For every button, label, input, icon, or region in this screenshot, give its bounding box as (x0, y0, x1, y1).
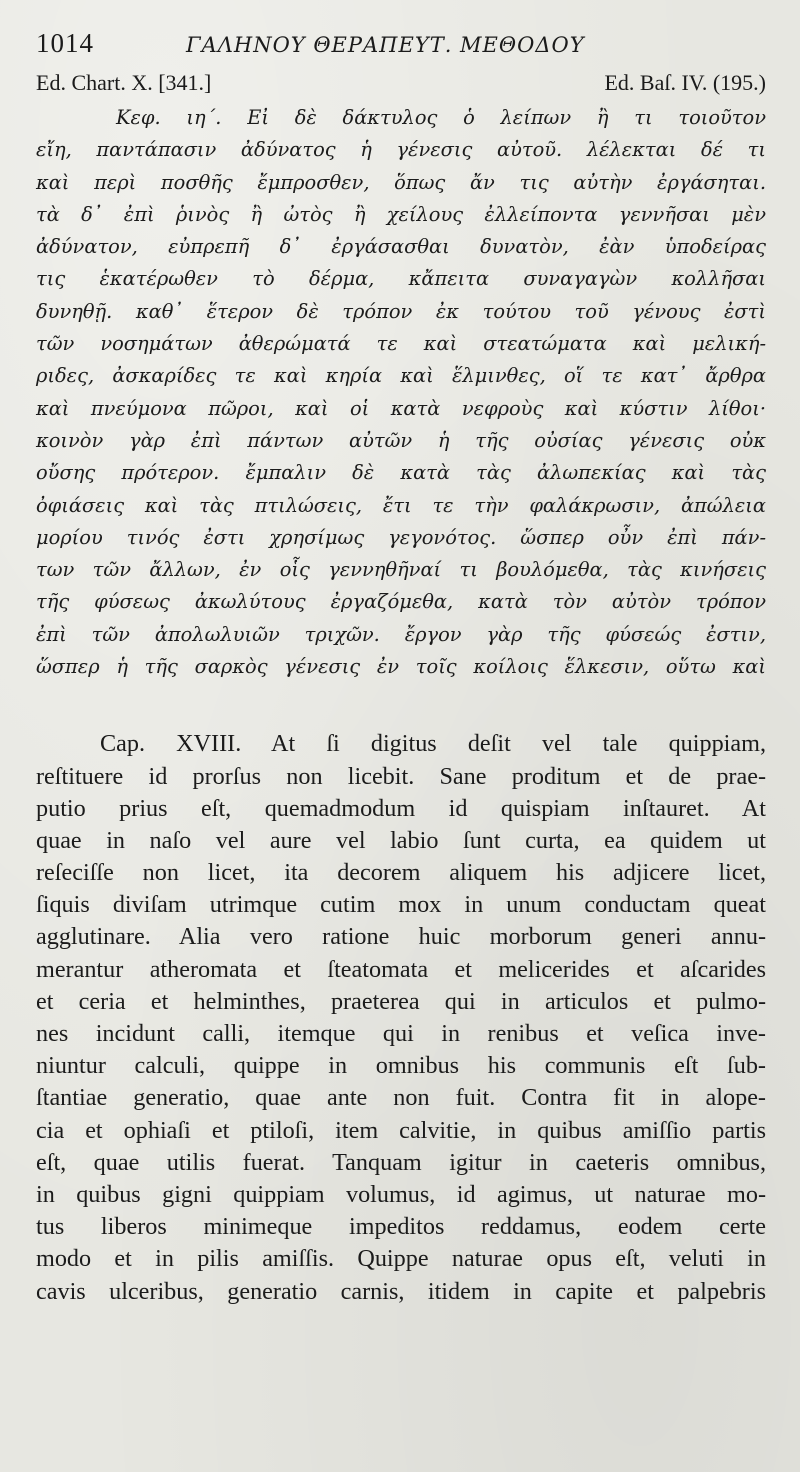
greek-line: ἐπὶ τῶν ἀπολωλυιῶν τριχῶν. ἔργον γὰρ τῆς φύσεώς ἐστιν, (36, 622, 766, 646)
edition-references (36, 70, 766, 100)
latin-line: agglutinare. Alia vero ratione huic morborum generi annu- (36, 923, 766, 951)
greek-line: εἴη, παντάπασιν ἀδύνατος ἡ γένεσις αὐτοῦ. λέλεκται δέ τι (36, 138, 766, 162)
edition-right: Ed. Baſ. IV. (195.) (604, 70, 766, 95)
latin-line: nes incidunt calli, itemque qui in renibus et veſica inve- (36, 1020, 766, 1048)
greek-line: Κεφ. ιη΄. Εἰ δὲ δάκτυλος ὁ λείπων ἢ τι τοιοῦτον (116, 106, 766, 129)
greek-text (36, 102, 766, 683)
latin-line: reſtituere id prorſus non licebit. Sane proditum et de prae- (36, 762, 766, 790)
greek-line: ριδες, ἀσκαρίδες τε καὶ κηρία καὶ ἕλμινθες, οἵ τε κατ᾽ ἄρθρα (36, 364, 766, 388)
greek-line: καὶ πνεύμονα πῶροι, καὶ οἱ κατὰ νεφροὺς καὶ κύστιν λίθοι· (36, 396, 766, 420)
greek-line: τῆς φύσεως ἀκωλύτους ἐργαζόμεθα, κατὰ τὸν αὐτὸν τρόπον (36, 590, 766, 614)
running-head (36, 28, 766, 68)
latin-line: cavis ulceribus, generatio carnis, itidem in capite et palpebris (36, 1277, 766, 1305)
greek-line: τις ἑκατέρωθεν τὸ δέρμα, κἄπειτα συναγαγὼν κολλῆσαι (36, 267, 766, 291)
latin-line: niuntur calculi, quippe in omnibus his communis eſt ſub- (36, 1052, 766, 1080)
latin-line: tus liberos minimeque impeditos reddamus, eodem certe (36, 1213, 766, 1241)
latin-line: ſiquis diviſam utrimque cutim mox in unum conductam queat (36, 891, 766, 919)
greek-line: ἀδύνατον, εὐπρεπῆ δ᾽ ἐργάσασθαι δυνατὸν, ἐὰν ὑποδείρας (36, 235, 766, 259)
latin-line: quae in naſo vel aure vel labio ſunt curta, ea quidem ut (36, 826, 766, 854)
latin-line: reſeciſſe non licet, ita decorem aliquem his adjicere licet, (36, 859, 766, 887)
latin-line: putio prius eſt, quemadmodum id quispiam inſtauret. At (36, 794, 766, 822)
latin-line: et ceria et helminthes, praeterea qui in articulos et pulmo- (36, 987, 766, 1015)
greek-line: ὀφιάσεις καὶ τὰς πτιλώσεις, ἔτι τε τὴν φαλάκρωσιν, ἀπώλεια (36, 493, 766, 517)
latin-line: ſtantiae generatio, quae ante non fuit. Contra fit in alope- (36, 1084, 766, 1112)
greek-line: τὰ δ᾽ ἐπὶ ῥινὸς ἢ ὠτὸς ἢ χείλους ἐλλείποντα γεννῆσαι μὲν (36, 202, 766, 226)
greek-line: δυνηθῇ. καθ᾽ ἕτερον δὲ τρόπον ἐκ τούτου τοῦ γένους ἐστὶ (36, 299, 766, 323)
latin-line: merantur atheromata et ſteatomata et melicerides et aſcarides (36, 955, 766, 983)
greek-line: μορίου τινός ἐστι χρησίμως γεγονότος. ὥσπερ οὖν ἐπὶ πάν- (36, 525, 766, 549)
greek-line: κοινὸν γὰρ ἐπὶ πάντων αὐτῶν ἡ τῆς οὐσίας γένεσις οὐκ (36, 428, 766, 452)
greek-line: τῶν νοσημάτων ἀθερώματά τε καὶ στεατώματα καὶ μελική- (36, 332, 766, 356)
greek-line: καὶ περὶ ποσθῆς ἔμπροσθεν, ὅπως ἄν τις αὐτὴν ἐργάσηται. (36, 170, 766, 194)
latin-line: eſt, quae utilis fuerat. Tanquam igitur in caeteris omnibus, (36, 1148, 766, 1176)
greek-line: ὥσπερ ἡ τῆς σαρκὸς γένεσις ἐν τοῖς κοίλοις ἕλκεσιν, οὕτω καὶ (36, 655, 766, 679)
latin-line: modo et in pilis amiſſis. Quippe naturae opus eſt, veluti in (36, 1245, 766, 1273)
latin-text (36, 728, 766, 1307)
latin-line: in quibus gigni quippiam volumus, id agimus, ut naturae mo- (36, 1180, 766, 1208)
latin-line: cia et ophiaſi et ptiloſi, item calvitie, in quibus amiſſio partis (36, 1116, 766, 1144)
greek-line: οὔσης πρότερον. ἔμπαλιν δὲ κατὰ τὰς ἀλωπεκίας καὶ τὰς (36, 461, 766, 485)
latin-line: Cap. XVIII. At ſi digitus deſit vel tale quippiam, (100, 730, 766, 758)
edition-left: Ed. Chart. X. [341.] (36, 70, 212, 95)
page-number: 1014 (36, 28, 94, 58)
greek-line: των τῶν ἄλλων, ἐν οἷς γεννηθῆναί τι βουλόμεθα, τὰς κινήσεις (36, 558, 766, 582)
running-title: ΓΑΛΗΝΟΥ ΘΕΡΑΠΕΥΤ. ΜΕΘΟΔΟΥ (186, 33, 585, 57)
